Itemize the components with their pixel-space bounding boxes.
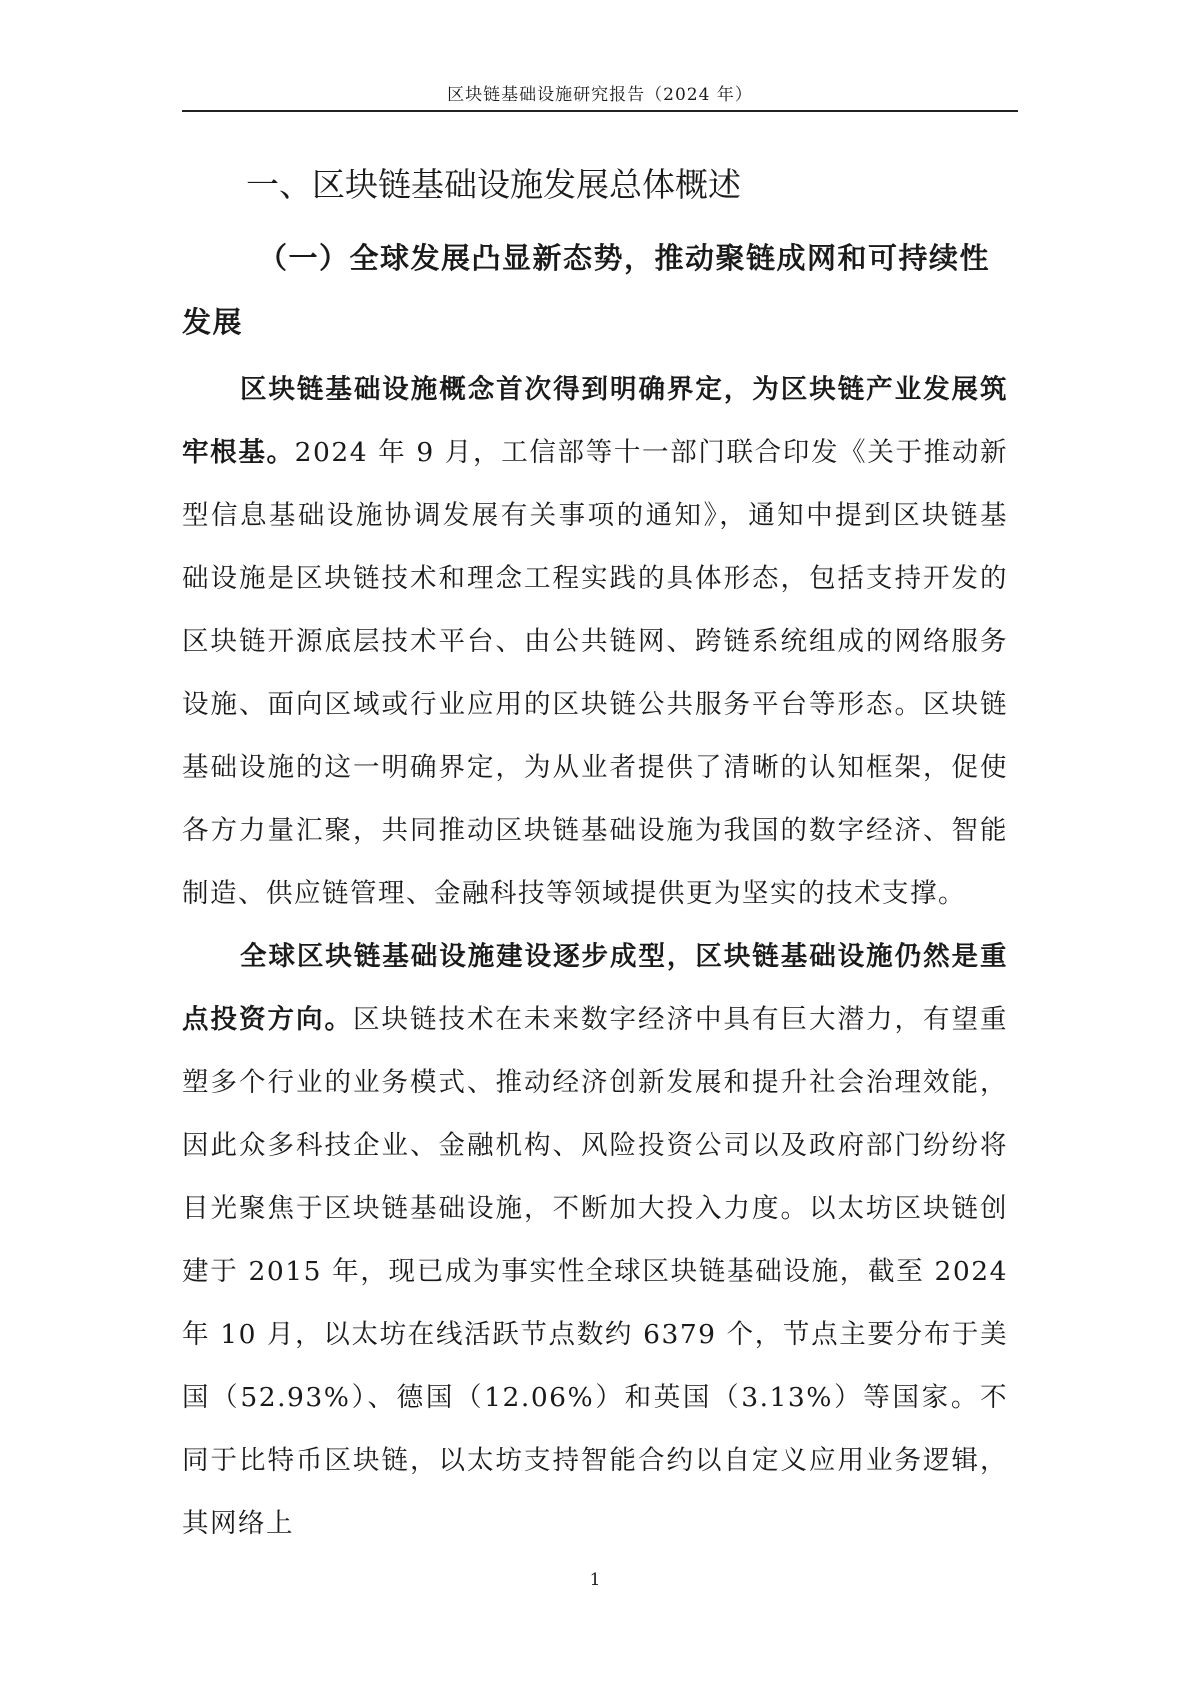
header-divider <box>182 110 1018 112</box>
section-heading: 一、区块链基础设施发展总体概述 <box>246 165 741 204</box>
paragraph-body: 2024 年 9 月，工信部等十一部门联合印发《关于推动新型信息基础设施协调发展有关事项的通知》，通知中提到区块链基础设施是区块链技术和理念工程实践的具体形态，包括支持开发的区块链开源底层技术平台、由公共链网、跨链系统组成的网络服务设施、面向区域或行业应用的区块链公共服务平台等形态。区块链基础设施的这一明确界定，为从业者提供了清晰的认知框架，促使各方力量汇聚，共同推动区块链基础设施为我国的数字经济、智能制造、供应链管理、金融科技等领域提供更为坚实的技术支撑。 <box>182 437 1008 909</box>
paragraph-lead: 全球区块链基础设施建设逐步成型，区块链基础设施仍然是重点投资方向。 <box>182 941 1008 1035</box>
paragraph-global-construction <box>182 925 1008 1555</box>
paragraph-definition <box>182 358 1008 925</box>
running-header: 区块链基础设施研究报告（2024 年） <box>447 85 753 105</box>
page-number: 1 <box>589 1570 601 1590</box>
paragraph-lead: 区块链基础设施概念首次得到明确界定，为区块链产业发展筑牢根基。 <box>182 374 1008 468</box>
subsection-heading: （一）全球发展凸显新态势，推动聚链成网和可持续性发展 <box>182 241 991 339</box>
page-content <box>182 150 1008 1555</box>
paragraph-body: 区块链技术在未来数字经济中具有巨大潜力，有望重塑多个行业的业务模式、推动经济创新发展和提升社会治理效能，因此众多科技企业、金融机构、风险投资公司以及政府部门纷纷将目光聚焦于区块链基础设施，不断加大投入力度。以太坊区块链创建于 2015 年，现已成为事实性全球区块链基础设施，截至 2024 年 10 月，以太坊在线活跃节点数约 6379 个，节点主要分布于美国（52.93%）、德国（12.06%）和英国（3.13%）等国家。不同于比特币区块链，以太坊支持智能合约以自定义应用业务逻辑，其网络上 <box>182 1004 1008 1539</box>
